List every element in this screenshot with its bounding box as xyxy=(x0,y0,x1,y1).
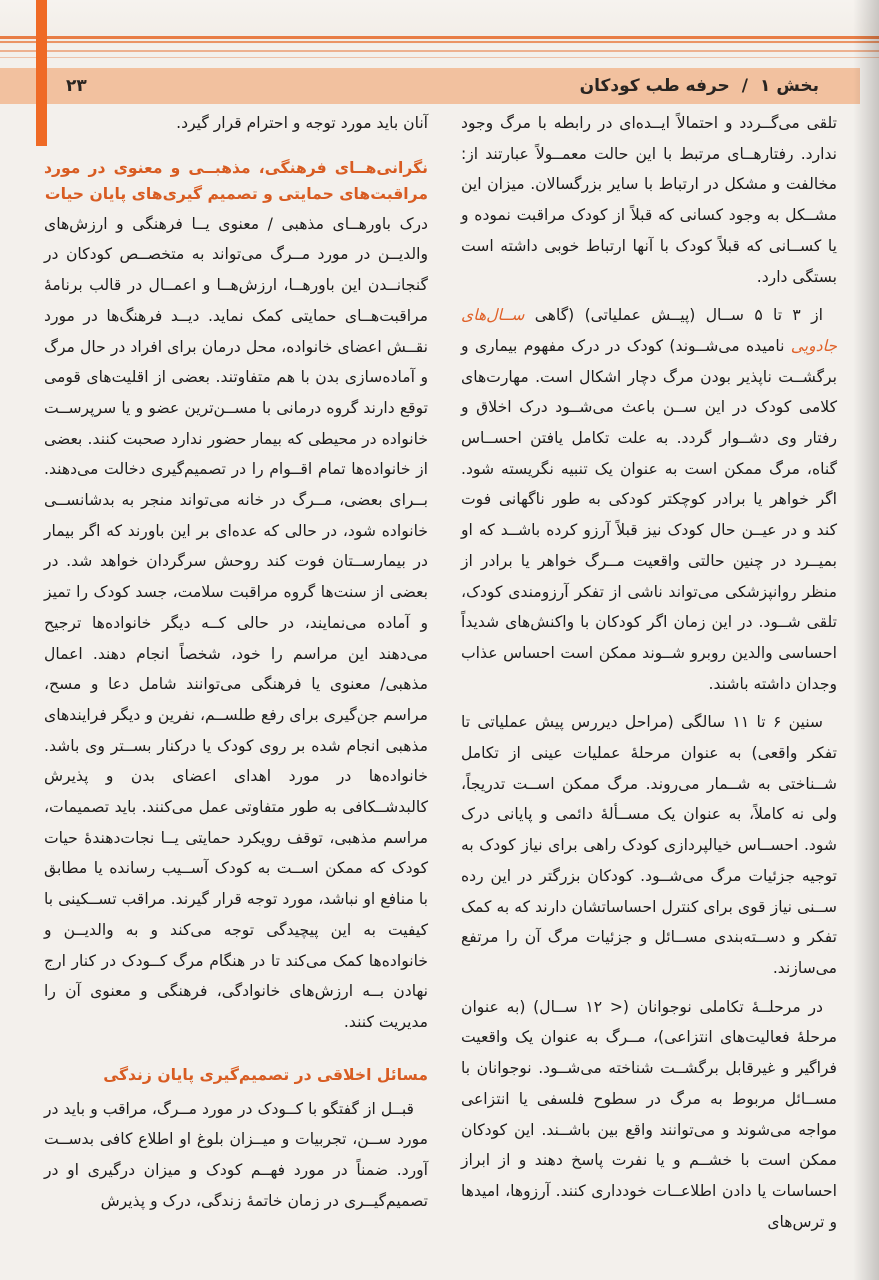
paragraph: قبــل از گفتگو با کــودک در مورد مــرگ، مراقب و باید در مورد ســن، تجربیات و میــزان بلوغ او اطلاع کافی بدســت آورد. ضمناً در مورد فهــم کودک و میزان درگیری او در تصمیم‌گیــری در زمان خاتمهٔ زندگی، درک و پذیرش xyxy=(44,1099,428,1210)
right-text-column xyxy=(461,108,837,1237)
section-label: بخش ۱ xyxy=(760,76,819,96)
paragraph: در مرحلــهٔ تکاملی نوجوانان (< ۱۲ ســال) (به عنوان مرحلهٔ فعالیت‌های انتزاعی)، مــرگ به عنوان یک واقعیت فراگیر و غیرقابل برگشــت شناخته می‌شــود. نوجوانان با مســائل مربوط به مرگ در سطوح فلسفی یا انتزاعی مواجه می‌شوند و می‌توانند واقع بین باشــند. این کودکان ممکن است با خشــم و یا نفرت پاسخ دهند و از ابراز احساسات یا دادن اطلاعــات خودداری کنند. آرزوها، امیدها و ترس‌های xyxy=(461,997,837,1231)
paragraph-text: نامیده می‌شــوند) کودک در درک مفهوم بیماری و برگشــت ناپذیر بودن مرگ دچار اشکال است. مهارت‌های کلامی کودک در این ســن باعث می‌شــود درک اخلاق و رفتار وی دشــوار گردد. به علت تکامل یافتن احســاس گناه، مرگ ممکن است به عنوان یک تنبیه نگریسته شود. اگر خواهر یا برادر کوچکتر کودکی به طور ناگهانی فوت کند و در عیــن حال کودک نیز قبلاً آرزو کرده باشــد که او بمیــرد در چنین حالتی واقعیت مــرگ خواهر یا برادر از منظر روانپزشکی می‌تواند ناشی از تفکر آرزومندی کودک، تلقی شــود. در این زمان اگر کودکان با واکنش‌های شدیداً احساسی والدین روبرو شــوند ممکن است احساس عذاب وجدان داشته باشند. xyxy=(461,336,837,693)
highlighted-term: ســال‌های جادویی xyxy=(461,306,837,355)
section-heading: مسائل اخلاقی در تصمیم‌گیری پایان زندگی xyxy=(103,1065,428,1084)
running-head xyxy=(60,72,819,100)
decorative-rule xyxy=(0,50,879,52)
paragraph xyxy=(461,300,837,699)
chapter-title: حرفه طب کودکان xyxy=(579,76,730,96)
decorative-rule xyxy=(0,36,879,39)
section-heading: نگرانی‌هــای فرهنگی، مذهبــی و معنوی در مورد مراقبت‌های حمایتی و تصمیم گیری‌های پایان حیات xyxy=(44,158,428,203)
page-edge-shadow xyxy=(853,0,879,1280)
paragraph: تلقی می‌گــردد و احتمالاً ایــده‌ای در رابطه با مرگ وجود ندارد. رفتارهــای مرتبط با این حالت معمــولاً عبارتند از: مخالفت و مشکل در ارتباط با سایر بزرگسالان. میزان این مشــکل به وجود کسانی که قبلاً از کودک مراقبت نموده و یا کســانی که قبلاً کودک با آنها ارتباط خوبی داشته است بستگی دارد. xyxy=(461,114,837,286)
decorative-rule xyxy=(0,41,879,43)
paragraph-text: از ۳ تا ۵ ســال (پیــش عملیاتی) (گاهی xyxy=(524,306,823,325)
paragraph: سنین ۶ تا ۱۱ سالگی (مراحل دیررس پیش عملیاتی تا تفکر واقعی) به عنوان مرحلهٔ عملیات عینی از تکامل شــناختی به شــمار می‌روند. مرگ ممکن اســت تدریجاً، ولی نه کاملاً، به عنوان یک مســألهٔ دائمی و پایانی درک شود. احســاس خیالپردازی کودک راهی برای نیاز کودک به توجیه جزئیات مرگ می‌شــود. کودکان بزرگتر در این رده ســنی نیاز قوی برای کنترل احساساتشان دارند که به کمک تفکر و دســته‌بندی مســائل و جزئیات مرگ آن را مرتفع می‌سازند. xyxy=(461,713,837,977)
decorative-rule xyxy=(0,57,879,58)
page-number: ۲۳ xyxy=(66,76,87,96)
paragraph: درک باورهــای مذهبی / معنوی یــا فرهنگی و ارزش‌های والدیــن در مورد مــرگ می‌تواند به متخصــص کودکان در گنجانــدن این باورهــا، ارزش‌هــا و اعمــال در قالب برنامهٔ مراقبت‌هــای حمایتی کمک نماید. دیــد فرهنگ‌ها در مورد نقــش اعضای خانواده، محل درمان برای افراد در حال مرگ و آماده‌سازی بدن با هم متفاوتند. بعضی از اقلیت‌های قومی توقع دارند گروه درمانی با مســن‌ترین عضو و یا سرپرســت خانواده در محیطی که بیمار حضور ندارد صحبت کنند. بعضی از خانواده‌ها تمام اقــوام را در تصمیم‌گیری دخالت می‌دهند. بــرای بعضی، مــرگ در خانه می‌تواند منجر به بدشانســی خانواده شود، در حالی که عده‌ای بر این باورند که اگر بیمار در بیمارســتان فوت کند روحش سرگردان خواهد شد. در بعضی از سنت‌ها گروه مراقبت سلامت، جسد کودک را تمیز و آماده می‌نمایند، در حالی کــه دیگر خانواده‌ها ترجیح می‌دهند این مراسم را خود، شخصاً انجام دهند. اعمال مذهبی/ معنوی یا فرهنگی می‌توانند شامل دعا و مسح، مراسم جن‌گیری برای رفع طلســم، نفرین و دیگر فرایندهای مذهبی انجام شده بر روی کودک یا درکنار بســتر وی باشد. خانواده‌ها در مورد اهدای اعضای بدن و پذیرش کالبدشــکافی به طور متفاوتی عمل می‌کنند. باید تصمیمات، مراسم مذهبی، توقف رویکرد حمایتی یــا نجات‌دهندهٔ حیات کودک که ممکن اســت به کودک آســیب رسانده یا مطابق با منافع او نباشد، مورد توجه قرار گیرند. مراقب تســکینی با کیفیت به این پیچیدگی توجه می‌کند و به والدیــن و خانواده‌ها کمک می‌کند تا در هنگام مرگ کــودک در کنار ارج نهادن بــه ارزش‌های خانوادگی، فرهنگی و معنوی آن را مدیریت کنند. xyxy=(44,214,428,1031)
running-head-separator: / xyxy=(741,76,749,96)
paragraph: آنان باید مورد توجه و احترام قرار گیرد. xyxy=(176,114,428,132)
left-text-column xyxy=(44,108,428,1217)
